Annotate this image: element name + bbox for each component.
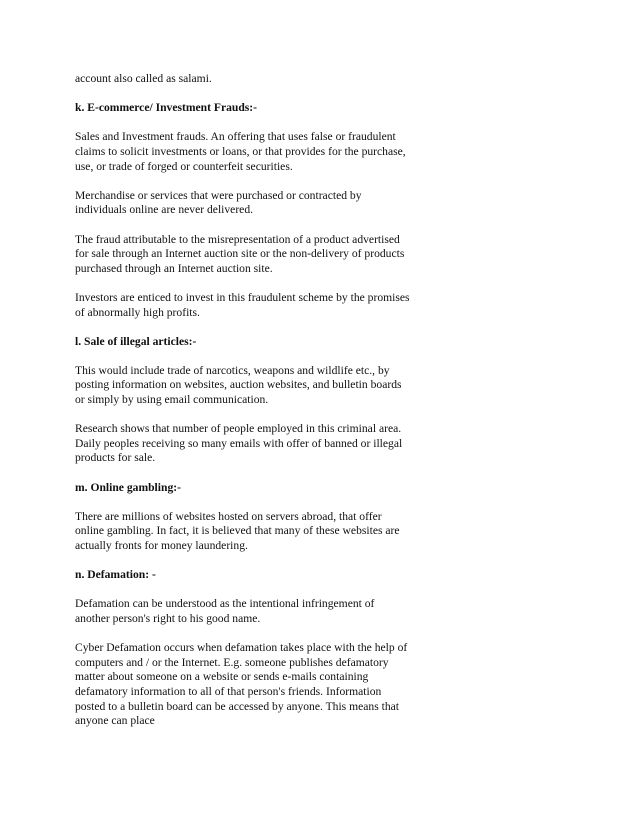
heading-illegal-articles: l. Sale of illegal articles:-: [75, 334, 197, 348]
heading-online-gambling: m. Online gambling:-: [75, 480, 181, 494]
text-line: anyone can place: [75, 714, 155, 728]
text-line: or simply by using email communication.: [75, 393, 269, 407]
paragraph-cyber-defamation: [75, 641, 455, 729]
text-line: There are millions of websites hosted on servers abroad, that offer: [75, 509, 382, 523]
text-line: of abnormally high profits.: [75, 305, 200, 319]
text-line: Merchandise or services that were purchased or contracted by: [75, 188, 362, 202]
paragraph-auction-fraud: [75, 233, 455, 277]
paragraph-research: [75, 422, 455, 466]
document-page: [75, 72, 455, 743]
paragraph-investors: [75, 291, 455, 320]
text-line: This would include trade of narcotics, weapons and wildlife etc., by: [75, 363, 390, 377]
text-line: posting information on websites, auction websites, and bulletin boards: [75, 378, 402, 392]
text-line: use, or trade of forged or counterfeit securities.: [75, 159, 293, 173]
text-line: online gambling. In fact, it is believed that many of these websites are: [75, 524, 400, 538]
paragraph-sales-investment: [75, 130, 455, 174]
heading-ecommerce-frauds: k. E-commerce/ Investment Frauds:-: [75, 101, 258, 115]
text-line: actually fronts for money laundering.: [75, 539, 248, 552]
text-line: The fraud attributable to the misrepresentation of a product advertised: [75, 232, 400, 246]
text-line: claims to solicit investments or loans, or that provides for the purchase,: [75, 144, 406, 158]
text-line: Daily peoples receiving so many emails with offer of banned or illegal: [75, 436, 403, 450]
paragraph-gambling: [75, 510, 455, 554]
text-line: defamatory information to all of that person's friends. Information: [75, 684, 382, 698]
text-line: Defamation can be understood as the intentional infringement of: [75, 597, 375, 611]
text-line: for sale through an Internet auction site or the non-delivery of products: [75, 247, 405, 261]
paragraph-salami: [75, 72, 455, 87]
text-line: purchased through an Internet auction site.: [75, 261, 273, 275]
text-line: individuals online are never delivered.: [75, 203, 254, 217]
text-line: posted to a bulletin board can be accessed by anyone. This means that: [75, 699, 399, 713]
heading-defamation: n. Defamation: -: [75, 568, 156, 582]
paragraph-merchandise: [75, 189, 455, 218]
text-line: products for sale.: [75, 451, 156, 465]
text-line: matter about someone on a website or sends e-mails containing: [75, 670, 369, 684]
text-line: account also called as salami.: [75, 72, 212, 85]
text-line: Cyber Defamation occurs when defamation takes place with the help of: [75, 641, 408, 655]
text-line: Research shows that number of people employed in this criminal area.: [75, 422, 402, 436]
paragraph-defamation-definition: [75, 597, 455, 626]
text-line: Sales and Investment frauds. An offering that uses false or fraudulent: [75, 130, 396, 144]
text-line: computers and / or the Internet. E.g. someone publishes defamatory: [75, 655, 389, 669]
text-line: another person's right to his good name.: [75, 611, 261, 625]
paragraph-trade-narcotics: [75, 364, 455, 408]
text-line: Investors are enticed to invest in this fraudulent scheme by the promises: [75, 290, 410, 304]
